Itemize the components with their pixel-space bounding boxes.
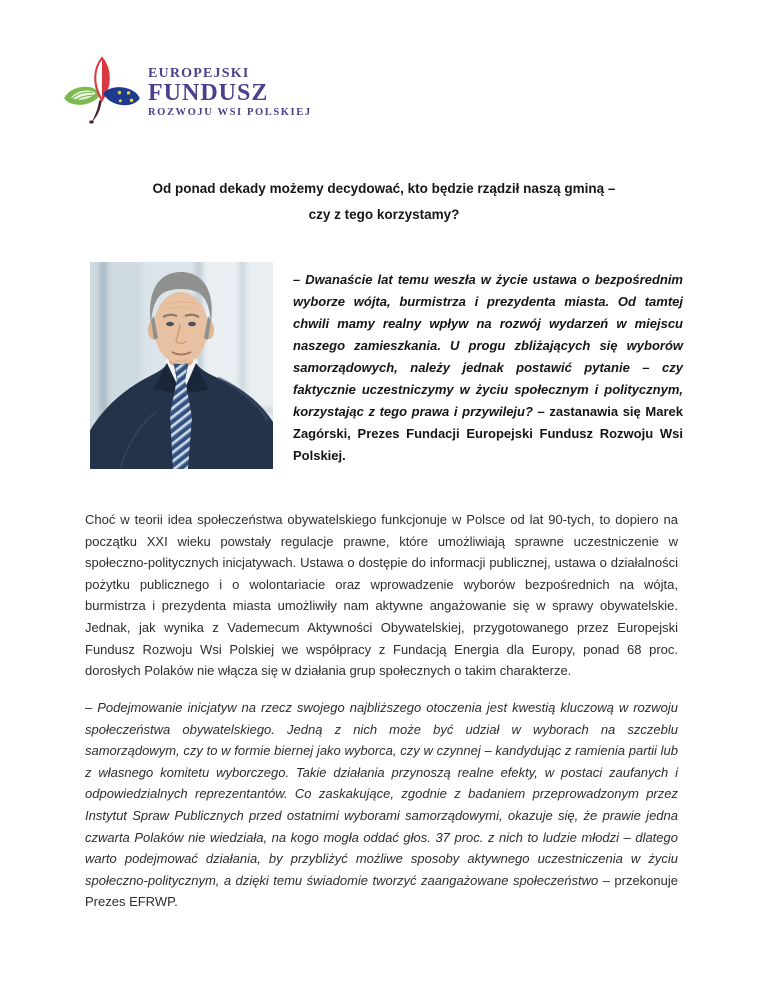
body-paragraph-1: Choć w teorii idea społeczeństwa obywatelskiego funkcjonuje w Polsce od lat 90-tych, to dopiero na początku XXI wieku powstały regulacje prawne, które umożliwiają sprawne uczestniczenie w społeczno-politycznych inicjatywach. Ustawa o dostępie do informacji publicznej, ustawa o działalności pożytku publicznego i o wolontariacie oraz wprowadzenie wyborów bezpośrednich na wójta, burmistrza i prezydenta miasta umożliwiły nam aktywne angażowanie się w sprawy obywatelskie. Jednak, jak wynika z Vademecum Aktywności Obywatelskiej, przygotowanego przez Europejski Fundusz Rozwoju Wsi Polskiej we współpracy z Fundacją Energia dla Europy, ponad 68 proc. dorosłych Polaków nie włącza się w działania grup społecznych o takim charakterze. — [85, 512, 678, 679]
title-line-2: czy z tego korzystamy? — [308, 207, 460, 222]
quote-attribution: – zastanawia się Marek Zagórski, Prezes Fundacji Europejski Fundusz Rozwoju Wsi Polskiej. — [293, 404, 683, 463]
logo-name-line3: ROZWOJU WSI POLSKIEJ — [148, 107, 312, 118]
article-title — [85, 176, 683, 228]
logo-name-line1: EUROPEJSKI — [148, 66, 250, 81]
portrait-photo-image — [90, 262, 273, 469]
lead-quote — [293, 269, 683, 467]
body-paragraph-2 — [85, 697, 678, 913]
paragraph2-italic-text: – Podejmowanie inicjatyw na rzecz swojego najbliższego otoczenia jest kwestią kluczową w rozwoju społeczeństwa obywatelskiego. Jedną z nich może być udział w wyborach na szczeblu samorządowym, czy to w formie biernej jako wyborca, czy w czynnej – kandydując z ramienia partii lub z własnego komitetu wyborczego. Takie działania przynoszą realne efekty, w postaci zaufanych i odpowiedzialnych reprezentantów. Co zaskakujące, zgodnie z badaniem przeprowadzonym przez Instytut Spraw Publicznych przed ostatnimi wyborami samorządowymi, okazuje się, że prawie jedna czwarta Polaków nie wiedziała, na kogo mogła oddać głos. 37 proc. z nich to ludzie młodzi – dlatego warto podejmować działania, by przybliżyć możliwe sposoby aktywnego uczestniczenia w życiu społeczno-politycznym, a dzięki temu świadomie tworzyć zaangażowane społeczeństwo — [85, 700, 678, 888]
paragraph2-attribution: – przekonuje Prezes EFRWP. — [85, 872, 678, 910]
title-line-1: Od ponad dekady możemy decydować, kto będzie rządził naszą gminą – — [152, 181, 616, 196]
efrwp-logo — [62, 56, 312, 126]
logo-name-line2: FUNDUSZ — [148, 80, 269, 106]
efrwp-flower-logo-icon — [62, 56, 142, 126]
portrait-photo — [90, 262, 273, 469]
logo-text — [148, 66, 312, 119]
quote-italic-text: – Dwanaście lat temu weszła w życie ustawa o bezpośrednim wyborze wójta, burmistrza i prezydenta miasta. Od tamtej chwili mamy realny wpływ na rozwój wydarzeń w miejscu naszego zamieszkania. U progu zbliżających się wyborów samorządowych, należy jednak postawić pytanie – czy faktycznie uczestniczymy w życiu społecznym i politycznym, korzystając z tego prawa i przywileju? — [293, 272, 683, 419]
